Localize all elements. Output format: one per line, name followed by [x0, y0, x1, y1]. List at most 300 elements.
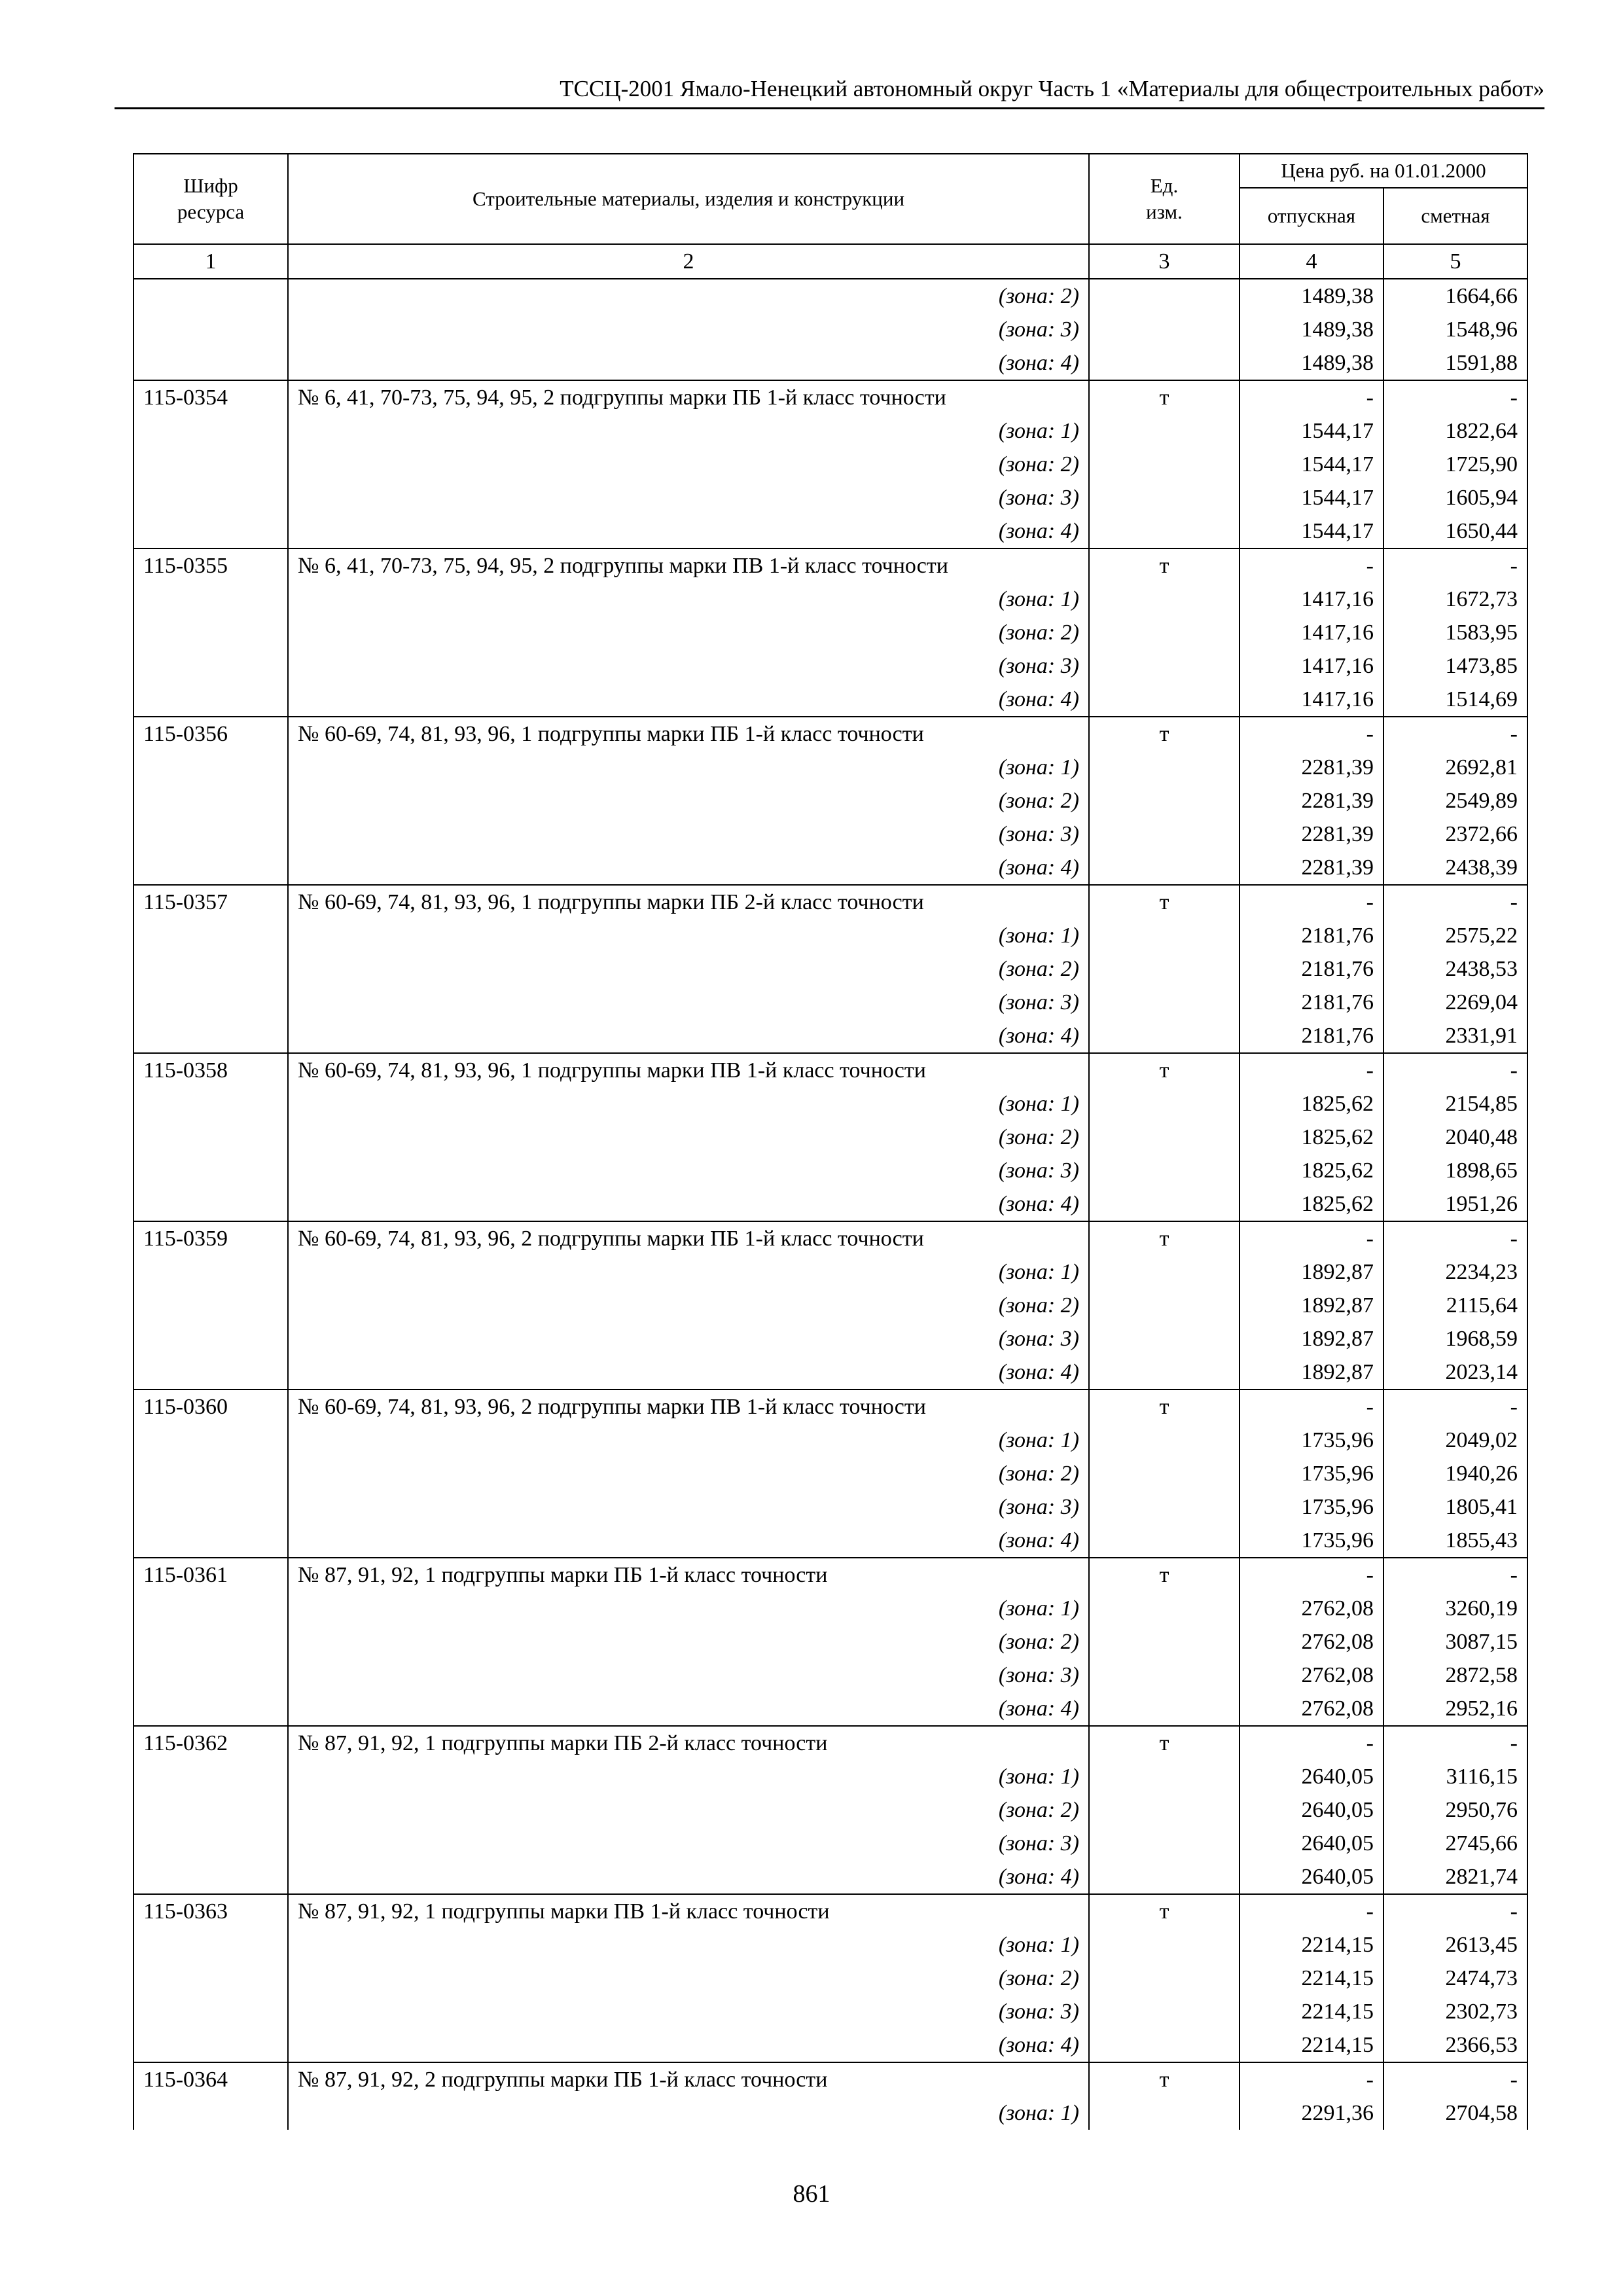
resource-code: 115-0358: [134, 1053, 288, 1087]
zone-label: (зона: 4): [288, 1860, 1089, 1894]
zone-label: (зона: 3): [288, 1827, 1089, 1860]
resource-code: 115-0359: [134, 1221, 288, 1255]
estimate-price: 2438,39: [1383, 851, 1527, 885]
header-price-group: [1240, 154, 1527, 188]
zone-label: (зона: 1): [288, 1424, 1089, 1457]
header-release: [1240, 188, 1383, 244]
estimate-price: -: [1383, 1053, 1527, 1087]
resource-code: 115-0357: [134, 885, 288, 919]
estimate-price: -: [1383, 885, 1527, 919]
release-price: 1892,87: [1240, 1289, 1383, 1322]
estimate-price: 2049,02: [1383, 1424, 1527, 1457]
zone-label: (зона: 4): [288, 1355, 1089, 1390]
unit-cell: [1089, 414, 1240, 448]
resource-unit: т: [1089, 2062, 1240, 2096]
unit-cell: [1089, 1490, 1240, 1524]
unit-cell: [1089, 1019, 1240, 1053]
unit-cell: [1089, 986, 1240, 1019]
zone-label: (зона: 1): [288, 1760, 1089, 1793]
release-price: 2214,15: [1240, 1995, 1383, 2028]
estimate-price: 2154,85: [1383, 1087, 1527, 1121]
header-name: [288, 154, 1089, 244]
resource-row: [134, 1221, 1527, 1255]
zone-label: (зона: 2): [288, 279, 1089, 313]
zone-label: (зона: 4): [288, 1692, 1089, 1726]
code-cell: [134, 583, 288, 616]
estimate-price: -: [1383, 1558, 1527, 1592]
header-unit: [1089, 154, 1240, 244]
code-cell: [134, 1087, 288, 1121]
release-price: 2181,76: [1240, 952, 1383, 986]
estimate-price: 1822,64: [1383, 414, 1527, 448]
code-cell: [134, 1692, 288, 1726]
release-price: -: [1240, 1390, 1383, 1424]
estimate-price: 1805,41: [1383, 1490, 1527, 1524]
header-estimate: [1383, 188, 1527, 244]
resource-code: 115-0354: [134, 380, 288, 414]
code-cell: [134, 2096, 288, 2130]
unit-cell: [1089, 1760, 1240, 1793]
estimate-price: 1583,95: [1383, 616, 1527, 649]
release-price: 2181,76: [1240, 919, 1383, 952]
zone-row: [134, 583, 1527, 616]
resource-unit: т: [1089, 1558, 1240, 1592]
resource-unit: т: [1089, 548, 1240, 583]
code-cell: [134, 1625, 288, 1659]
unit-cell: [1089, 1962, 1240, 1995]
column-number: 2: [288, 244, 1089, 279]
zone-row: [134, 817, 1527, 851]
zone-label: (зона: 2): [288, 1457, 1089, 1490]
code-cell: [134, 1592, 288, 1625]
zone-row: [134, 986, 1527, 1019]
unit-cell: [1089, 1524, 1240, 1558]
resource-code: 115-0356: [134, 717, 288, 751]
estimate-price: 1591,88: [1383, 346, 1527, 380]
release-price: 1825,62: [1240, 1187, 1383, 1221]
zone-row: [134, 1121, 1527, 1154]
estimate-price: 1473,85: [1383, 649, 1527, 683]
unit-cell: [1089, 583, 1240, 616]
resource-name: № 60-69, 74, 81, 93, 96, 1 подгруппы марки ПБ 1-й класс точности: [288, 717, 1089, 751]
resource-name: № 87, 91, 92, 1 подгруппы марки ПВ 1-й класс точности: [288, 1894, 1089, 1928]
resource-unit: т: [1089, 717, 1240, 751]
zone-row: [134, 448, 1527, 481]
zone-row: [134, 2028, 1527, 2062]
resource-row: [134, 1894, 1527, 1928]
code-cell: [134, 851, 288, 885]
unit-cell: [1089, 649, 1240, 683]
release-price: 2181,76: [1240, 1019, 1383, 1053]
release-price: 1825,62: [1240, 1087, 1383, 1121]
estimate-price: 3087,15: [1383, 1625, 1527, 1659]
estimate-price: -: [1383, 1894, 1527, 1928]
unit-cell: [1089, 1187, 1240, 1221]
zone-label: (зона: 1): [288, 751, 1089, 784]
release-price: 2762,08: [1240, 1659, 1383, 1692]
release-price: 1892,87: [1240, 1255, 1383, 1289]
running-header: ТССЦ-2001 Ямало-Ненецкий автономный округ Часть 1 «Материалы для общестроительных работ»: [115, 73, 1544, 109]
resource-row: [134, 717, 1527, 751]
estimate-price: -: [1383, 548, 1527, 583]
zone-label: (зона: 2): [288, 1121, 1089, 1154]
unit-cell: [1089, 1995, 1240, 2028]
unit-cell: [1089, 1121, 1240, 1154]
page-number: 861: [793, 2180, 830, 2208]
release-price: 1417,16: [1240, 616, 1383, 649]
header-unit-label: Ед. изм.: [1146, 174, 1183, 223]
code-cell: [134, 414, 288, 448]
release-price: 2640,05: [1240, 1827, 1383, 1860]
unit-cell: [1089, 1255, 1240, 1289]
zone-label: (зона: 3): [288, 986, 1089, 1019]
code-cell: [134, 1457, 288, 1490]
estimate-price: 2575,22: [1383, 919, 1527, 952]
unit-cell: [1089, 2028, 1240, 2062]
resource-row: [134, 380, 1527, 414]
code-cell: [134, 1019, 288, 1053]
zone-row: [134, 1490, 1527, 1524]
resource-unit: т: [1089, 1053, 1240, 1087]
code-cell: [134, 1524, 288, 1558]
zone-label: (зона: 3): [288, 313, 1089, 346]
zone-label: (зона: 3): [288, 1995, 1089, 2028]
column-number-row: [134, 244, 1527, 279]
zone-row: [134, 279, 1527, 313]
release-price: 1735,96: [1240, 1457, 1383, 1490]
resource-code: 115-0361: [134, 1558, 288, 1592]
resource-name: № 60-69, 74, 81, 93, 96, 1 подгруппы марки ПБ 2-й класс точности: [288, 885, 1089, 919]
estimate-price: -: [1383, 380, 1527, 414]
resource-name: № 6, 41, 70-73, 75, 94, 95, 2 подгруппы марки ПВ 1-й класс точности: [288, 548, 1089, 583]
resource-unit: т: [1089, 885, 1240, 919]
resource-name: № 87, 91, 92, 2 подгруппы марки ПБ 1-й класс точности: [288, 2062, 1089, 2096]
zone-row: [134, 784, 1527, 817]
zone-row: [134, 1962, 1527, 1995]
release-price: -: [1240, 1558, 1383, 1592]
release-price: 2640,05: [1240, 1760, 1383, 1793]
resource-name: № 60-69, 74, 81, 93, 96, 2 подгруппы марки ПБ 1-й класс точности: [288, 1221, 1089, 1255]
code-cell: [134, 1289, 288, 1322]
zone-row: [134, 1424, 1527, 1457]
code-cell: [134, 514, 288, 548]
zone-label: (зона: 2): [288, 1625, 1089, 1659]
zone-row: [134, 1187, 1527, 1221]
zone-row: [134, 1524, 1527, 1558]
zone-row: [134, 616, 1527, 649]
estimate-price: 1650,44: [1383, 514, 1527, 548]
release-price: 2762,08: [1240, 1592, 1383, 1625]
resource-code: 115-0360: [134, 1390, 288, 1424]
resource-unit: т: [1089, 1726, 1240, 1760]
estimate-price: 2952,16: [1383, 1692, 1527, 1726]
estimate-price: 2950,76: [1383, 1793, 1527, 1827]
unit-cell: [1089, 751, 1240, 784]
resource-code: 115-0364: [134, 2062, 288, 2096]
zone-row: [134, 1087, 1527, 1121]
unit-cell: [1089, 1692, 1240, 1726]
code-cell: [134, 784, 288, 817]
release-price: 1417,16: [1240, 683, 1383, 717]
estimate-price: -: [1383, 1726, 1527, 1760]
release-price: 1892,87: [1240, 1355, 1383, 1390]
unit-cell: [1089, 1154, 1240, 1187]
release-price: 2281,39: [1240, 751, 1383, 784]
code-cell: [134, 2028, 288, 2062]
zone-row: [134, 1457, 1527, 1490]
zone-label: (зона: 3): [288, 481, 1089, 514]
unit-cell: [1089, 2096, 1240, 2130]
unit-cell: [1089, 1625, 1240, 1659]
zone-label: (зона: 4): [288, 851, 1089, 885]
unit-cell: [1089, 952, 1240, 986]
release-price: 1544,17: [1240, 448, 1383, 481]
unit-cell: [1089, 313, 1240, 346]
resource-row: [134, 1053, 1527, 1087]
zone-label: (зона: 2): [288, 1793, 1089, 1827]
release-price: 1417,16: [1240, 583, 1383, 616]
zone-row: [134, 683, 1527, 717]
code-cell: [134, 1928, 288, 1962]
resource-code: 115-0355: [134, 548, 288, 583]
zone-row: [134, 514, 1527, 548]
release-price: -: [1240, 1053, 1383, 1087]
resource-unit: т: [1089, 1390, 1240, 1424]
unit-cell: [1089, 1289, 1240, 1322]
code-cell: [134, 1322, 288, 1355]
zone-label: (зона: 3): [288, 649, 1089, 683]
release-price: -: [1240, 2062, 1383, 2096]
code-cell: [134, 313, 288, 346]
resource-code: 115-0362: [134, 1726, 288, 1760]
estimate-price: 2040,48: [1383, 1121, 1527, 1154]
release-price: -: [1240, 380, 1383, 414]
code-cell: [134, 1860, 288, 1894]
header-code-label: Шифр ресурса: [177, 174, 245, 223]
release-price: 1735,96: [1240, 1524, 1383, 1558]
estimate-price: 2692,81: [1383, 751, 1527, 784]
zone-label: (зона: 4): [288, 1187, 1089, 1221]
zone-row: [134, 851, 1527, 885]
release-price: 1544,17: [1240, 481, 1383, 514]
resource-row: [134, 1558, 1527, 1592]
code-cell: [134, 1355, 288, 1390]
header-code: [134, 154, 288, 244]
release-price: 1735,96: [1240, 1490, 1383, 1524]
unit-cell: [1089, 919, 1240, 952]
zone-row: [134, 1592, 1527, 1625]
zone-row: [134, 1860, 1527, 1894]
estimate-price: 1605,94: [1383, 481, 1527, 514]
estimate-price: 2549,89: [1383, 784, 1527, 817]
zone-label: (зона: 2): [288, 616, 1089, 649]
unit-cell: [1089, 279, 1240, 313]
zone-label: (зона: 3): [288, 1490, 1089, 1524]
resource-row: [134, 2062, 1527, 2096]
zone-row: [134, 1793, 1527, 1827]
estimate-price: 1672,73: [1383, 583, 1527, 616]
code-cell: [134, 1490, 288, 1524]
estimate-price: 2474,73: [1383, 1962, 1527, 1995]
unit-cell: [1089, 346, 1240, 380]
release-price: -: [1240, 1894, 1383, 1928]
unit-cell: [1089, 1928, 1240, 1962]
unit-cell: [1089, 683, 1240, 717]
unit-cell: [1089, 1592, 1240, 1625]
zone-row: [134, 346, 1527, 380]
unit-cell: [1089, 851, 1240, 885]
release-price: 2214,15: [1240, 1962, 1383, 1995]
code-cell: [134, 649, 288, 683]
unit-cell: [1089, 1793, 1240, 1827]
zone-row: [134, 952, 1527, 986]
release-price: 1735,96: [1240, 1424, 1383, 1457]
release-price: 2762,08: [1240, 1625, 1383, 1659]
zone-label: (зона: 1): [288, 583, 1089, 616]
unit-cell: [1089, 1087, 1240, 1121]
price-table: [133, 153, 1528, 2130]
estimate-price: 2372,66: [1383, 817, 1527, 851]
estimate-price: 1898,65: [1383, 1154, 1527, 1187]
estimate-price: 2872,58: [1383, 1659, 1527, 1692]
estimate-price: 1855,43: [1383, 1524, 1527, 1558]
code-cell: [134, 1659, 288, 1692]
code-cell: [134, 346, 288, 380]
unit-cell: [1089, 1457, 1240, 1490]
release-price: 1892,87: [1240, 1322, 1383, 1355]
zone-row: [134, 313, 1527, 346]
release-price: 2281,39: [1240, 817, 1383, 851]
zone-label: (зона: 1): [288, 919, 1089, 952]
resource-unit: т: [1089, 380, 1240, 414]
zone-row: [134, 414, 1527, 448]
code-cell: [134, 1187, 288, 1221]
estimate-price: 2269,04: [1383, 986, 1527, 1019]
release-price: 1489,38: [1240, 279, 1383, 313]
resource-unit: т: [1089, 1894, 1240, 1928]
estimate-price: 2234,23: [1383, 1255, 1527, 1289]
estimate-price: 2115,64: [1383, 1289, 1527, 1322]
code-cell: [134, 1255, 288, 1289]
zone-label: (зона: 4): [288, 346, 1089, 380]
zone-label: (зона: 1): [288, 1928, 1089, 1962]
unit-cell: [1089, 1659, 1240, 1692]
estimate-price: 1725,90: [1383, 448, 1527, 481]
estimate-price: 1940,26: [1383, 1457, 1527, 1490]
release-price: 1825,62: [1240, 1154, 1383, 1187]
table-body: [134, 244, 1527, 2130]
release-price: -: [1240, 1221, 1383, 1255]
unit-cell: [1089, 514, 1240, 548]
estimate-price: 1968,59: [1383, 1322, 1527, 1355]
zone-row: [134, 1019, 1527, 1053]
estimate-price: 2366,53: [1383, 2028, 1527, 2062]
release-price: 1489,38: [1240, 346, 1383, 380]
code-cell: [134, 481, 288, 514]
zone-row: [134, 751, 1527, 784]
header-estimate-label: сметная: [1421, 204, 1490, 227]
zone-label: (зона: 1): [288, 1255, 1089, 1289]
zone-label: (зона: 1): [288, 414, 1089, 448]
header-price-label: Цена руб. на 01.01.2000: [1281, 159, 1486, 182]
unit-cell: [1089, 448, 1240, 481]
column-number: 4: [1240, 244, 1383, 279]
release-price: 2640,05: [1240, 1793, 1383, 1827]
code-cell: [134, 1962, 288, 1995]
estimate-price: 2821,74: [1383, 1860, 1527, 1894]
estimate-price: 1548,96: [1383, 313, 1527, 346]
estimate-price: 2331,91: [1383, 1019, 1527, 1053]
zone-label: (зона: 3): [288, 817, 1089, 851]
unit-cell: [1089, 1827, 1240, 1860]
release-price: 1417,16: [1240, 649, 1383, 683]
zone-label: (зона: 1): [288, 1087, 1089, 1121]
zone-row: [134, 1255, 1527, 1289]
resource-row: [134, 1726, 1527, 1760]
zone-row: [134, 1625, 1527, 1659]
zone-label: (зона: 4): [288, 2028, 1089, 2062]
resource-name: № 87, 91, 92, 1 подгруппы марки ПБ 2-й класс точности: [288, 1726, 1089, 1760]
zone-row: [134, 1289, 1527, 1322]
zone-label: (зона: 2): [288, 952, 1089, 986]
estimate-price: 1664,66: [1383, 279, 1527, 313]
code-cell: [134, 751, 288, 784]
zone-label: (зона: 3): [288, 1322, 1089, 1355]
zone-label: (зона: 4): [288, 514, 1089, 548]
release-price: 2640,05: [1240, 1860, 1383, 1894]
zone-row: [134, 1355, 1527, 1390]
release-price: -: [1240, 1726, 1383, 1760]
zone-label: (зона: 4): [288, 1019, 1089, 1053]
zone-label: (зона: 4): [288, 683, 1089, 717]
code-cell: [134, 919, 288, 952]
zone-row: [134, 1928, 1527, 1962]
estimate-price: 2438,53: [1383, 952, 1527, 986]
resource-name: № 60-69, 74, 81, 93, 96, 2 подгруппы марки ПВ 1-й класс точности: [288, 1390, 1089, 1424]
column-number: 3: [1089, 244, 1240, 279]
estimate-price: -: [1383, 2062, 1527, 2096]
estimate-price: 2745,66: [1383, 1827, 1527, 1860]
code-cell: [134, 1121, 288, 1154]
resource-row: [134, 548, 1527, 583]
resource-unit: т: [1089, 1221, 1240, 1255]
code-cell: [134, 1154, 288, 1187]
zone-label: (зона: 1): [288, 2096, 1089, 2130]
code-cell: [134, 952, 288, 986]
zone-row: [134, 1154, 1527, 1187]
zone-label: (зона: 2): [288, 448, 1089, 481]
release-price: -: [1240, 885, 1383, 919]
resource-name: № 60-69, 74, 81, 93, 96, 1 подгруппы марки ПВ 1-й класс точности: [288, 1053, 1089, 1087]
estimate-price: -: [1383, 1221, 1527, 1255]
zone-label: (зона: 4): [288, 1524, 1089, 1558]
estimate-price: 3260,19: [1383, 1592, 1527, 1625]
release-price: 2214,15: [1240, 1928, 1383, 1962]
code-cell: [134, 279, 288, 313]
zone-row: [134, 649, 1527, 683]
resource-row: [134, 885, 1527, 919]
zone-row: [134, 1322, 1527, 1355]
code-cell: [134, 986, 288, 1019]
unit-cell: [1089, 616, 1240, 649]
release-price: 2281,39: [1240, 784, 1383, 817]
estimate-price: 1951,26: [1383, 1187, 1527, 1221]
resource-name: № 6, 41, 70-73, 75, 94, 95, 2 подгруппы марки ПБ 1-й класс точности: [288, 380, 1089, 414]
code-cell: [134, 1827, 288, 1860]
zone-label: (зона: 3): [288, 1659, 1089, 1692]
code-cell: [134, 817, 288, 851]
release-price: 1825,62: [1240, 1121, 1383, 1154]
